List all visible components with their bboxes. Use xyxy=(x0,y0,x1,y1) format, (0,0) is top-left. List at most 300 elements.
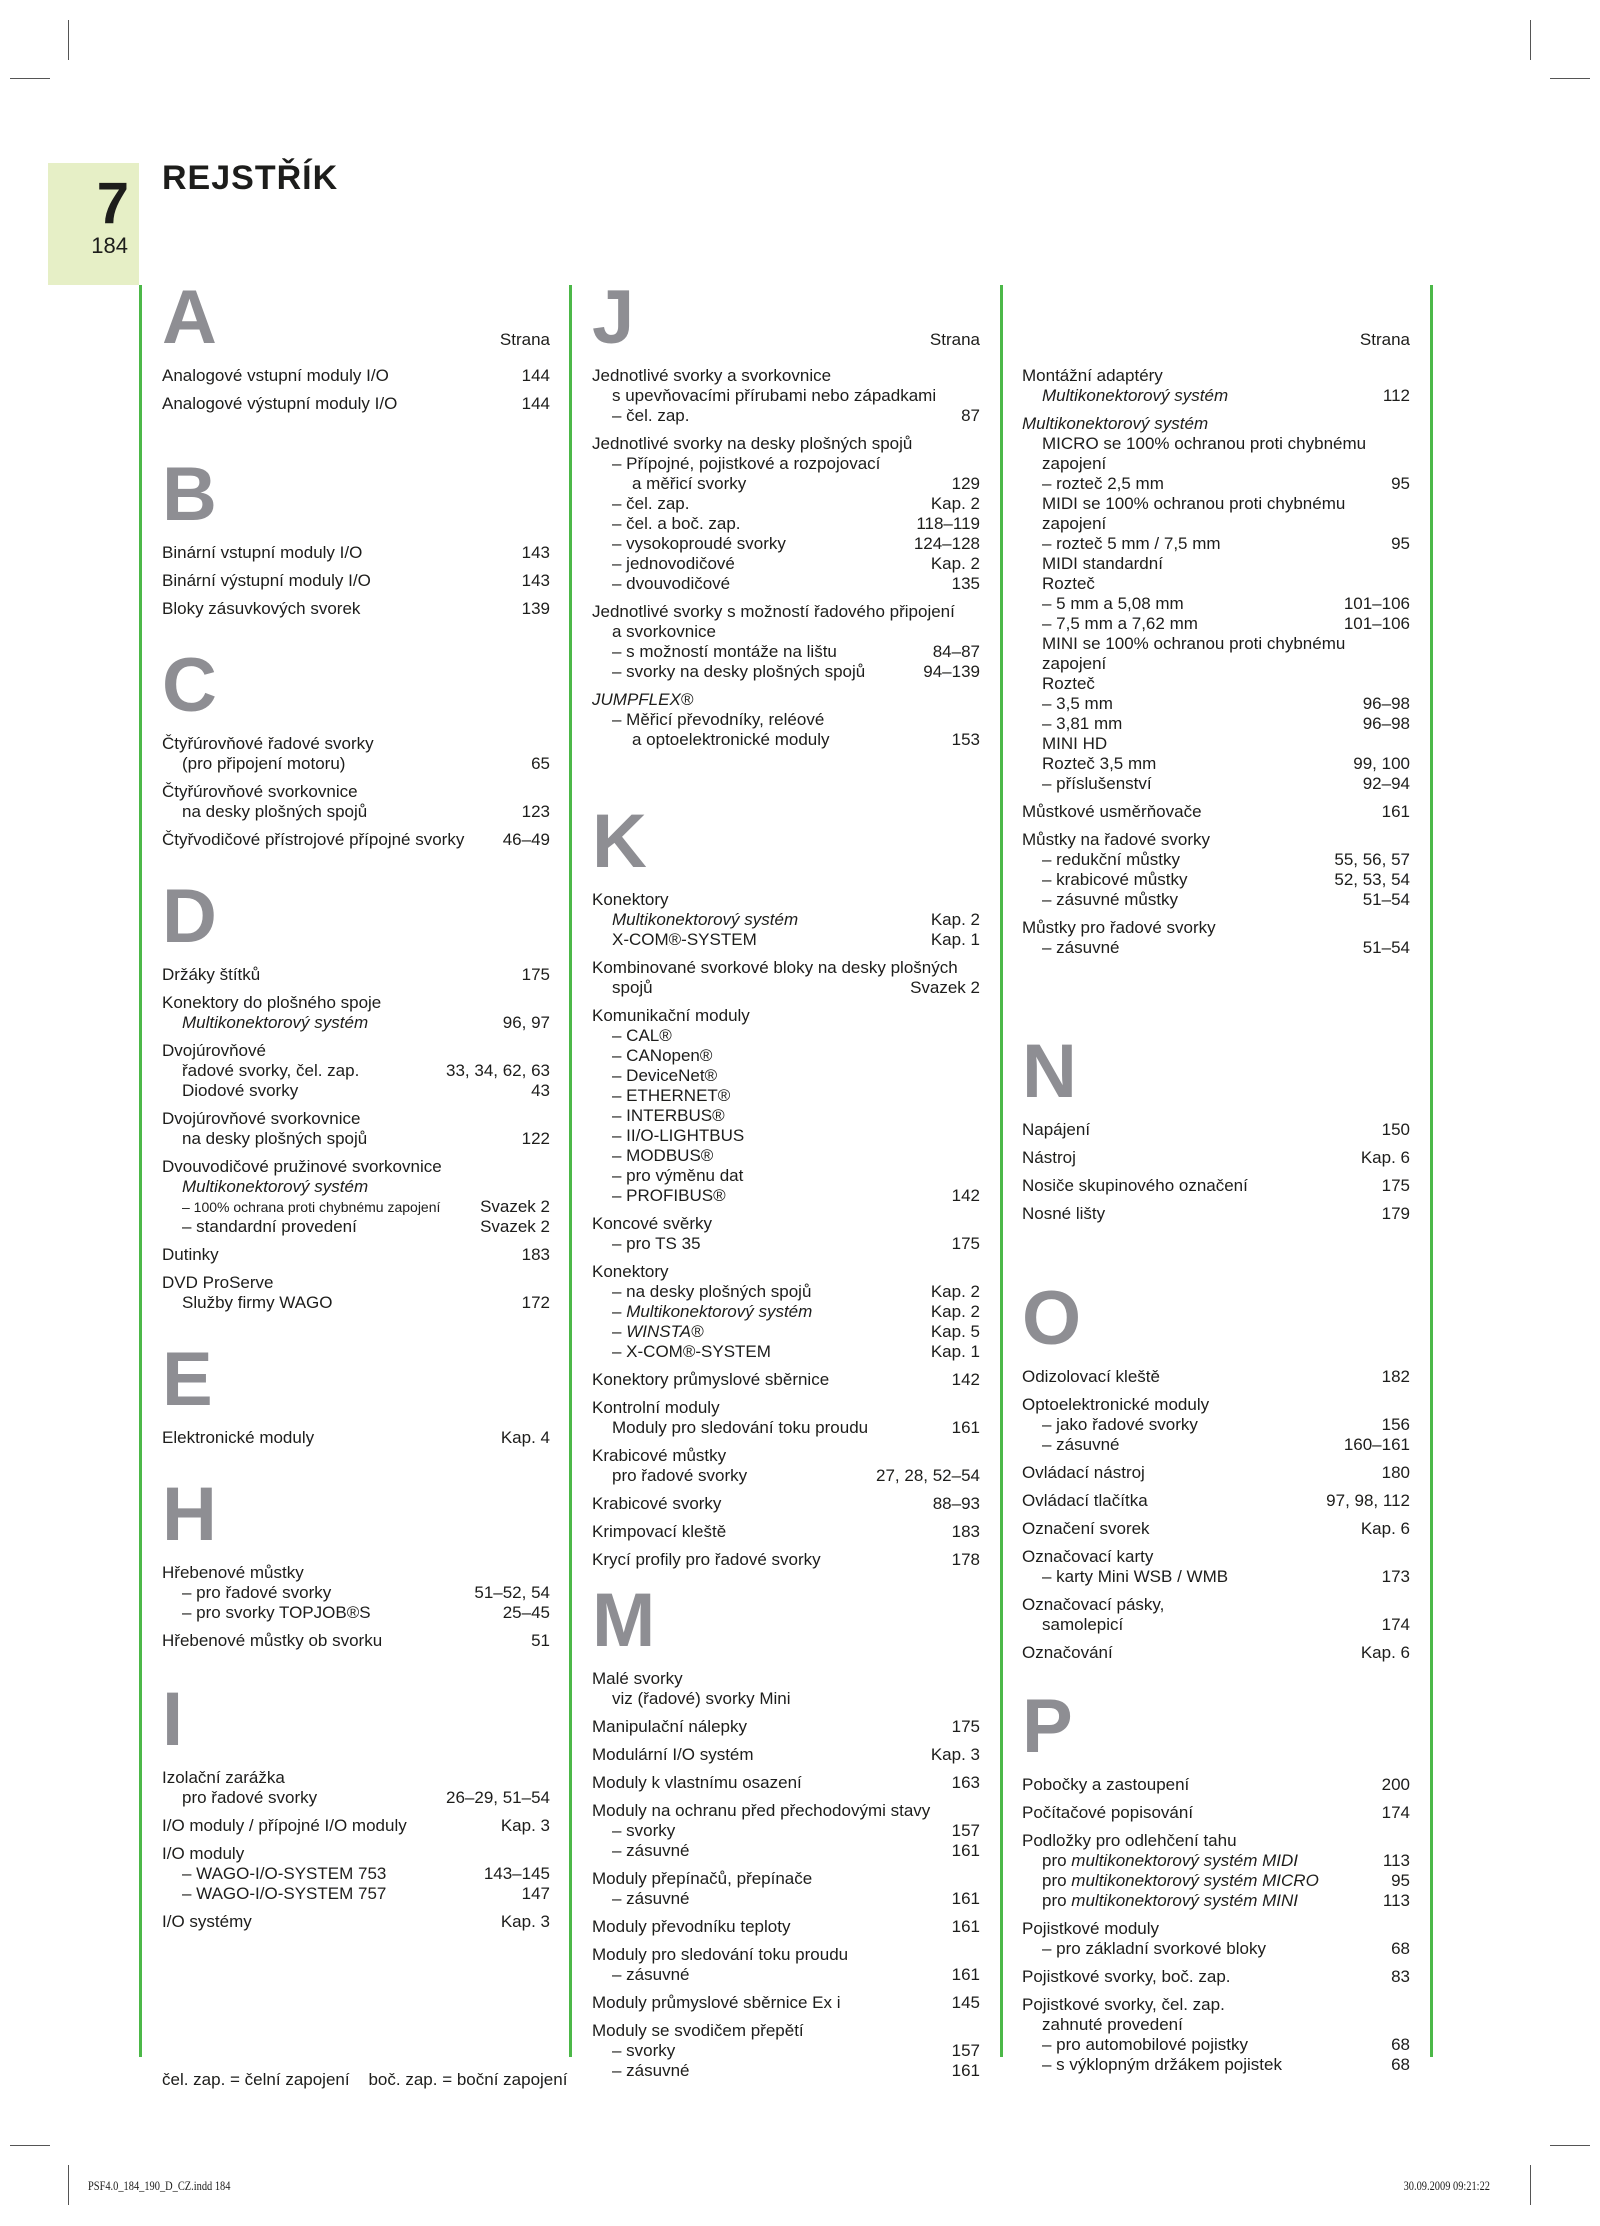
entry-text xyxy=(1022,1395,1209,1415)
entry-term: Komunikační moduly xyxy=(592,1006,750,1025)
entry-term: Dvojúrovňové svorkovnice xyxy=(162,1109,361,1128)
entry-text xyxy=(612,1066,717,1086)
index-line xyxy=(592,2041,980,2061)
crop-mark xyxy=(1530,20,1531,60)
crop-mark xyxy=(1550,2145,1590,2146)
entry-term: Rozteč 3,5 mm xyxy=(1042,754,1157,773)
index-line xyxy=(162,1245,550,1265)
entry-term: Moduly pro sledování toku proudu xyxy=(612,1418,869,1437)
index-line xyxy=(162,1816,550,1836)
index-line xyxy=(1022,1176,1410,1196)
column-divider xyxy=(569,285,572,2057)
entry-text xyxy=(162,394,397,414)
entry-term: – zásuvné xyxy=(612,1965,690,1984)
entry-term: pro xyxy=(1042,1871,1072,1890)
entry-text xyxy=(1022,1463,1145,1483)
entry-term: Kontrolní moduly xyxy=(592,1398,720,1417)
section-letter: M xyxy=(592,1578,656,1663)
entry-text xyxy=(1022,1643,1113,1663)
index-line xyxy=(1022,1803,1410,1823)
entry-text xyxy=(1022,1367,1160,1387)
index-section xyxy=(162,275,550,422)
index-line xyxy=(592,1466,980,1486)
index-line xyxy=(592,1398,980,1418)
index-entry xyxy=(162,1844,550,1904)
page-reference: 182 xyxy=(1381,1367,1410,1386)
page-reference: 25–45 xyxy=(502,1603,550,1622)
index-section xyxy=(1022,1276,1410,1671)
page-reference: 161 xyxy=(951,1841,980,1860)
section-letter: H xyxy=(162,1472,217,1557)
section-letter: E xyxy=(162,1337,213,1422)
index-line xyxy=(162,802,550,822)
page-reference: 161 xyxy=(951,1965,980,1984)
page-reference: Kap. 2 xyxy=(930,494,980,513)
entry-text xyxy=(1022,1547,1153,1567)
entry-term: – na desky plošných spojů xyxy=(612,1282,812,1301)
index-line xyxy=(1022,1367,1410,1387)
index-line xyxy=(1022,1919,1410,1939)
entry-term: – jednovodičové xyxy=(612,554,735,573)
index-line xyxy=(162,394,550,414)
entry-text xyxy=(612,406,690,426)
index-line xyxy=(162,1157,550,1177)
index-line xyxy=(162,571,550,591)
index-line xyxy=(1022,830,1410,850)
entry-text xyxy=(632,730,830,750)
entry-term: Ovládací tlačítka xyxy=(1022,1491,1148,1510)
entry-text xyxy=(612,514,741,534)
index-line xyxy=(592,1186,980,1206)
index-entry xyxy=(592,690,980,750)
entry-term: – zásuvné xyxy=(612,1841,690,1860)
entry-text xyxy=(1042,754,1156,774)
entry-text xyxy=(1042,1851,1298,1871)
entry-term: Dutinky xyxy=(162,1245,219,1264)
entry-term: MINI se 100% ochranou proti chybnému xyxy=(1042,634,1346,653)
entry-text xyxy=(162,571,371,591)
entry-term: Hřebenové můstky ob svorku xyxy=(162,1631,383,1650)
entry-term: – xyxy=(612,1322,627,1341)
page-reference: 129 xyxy=(951,474,980,493)
index-entry xyxy=(162,571,550,591)
page-reference: 101–106 xyxy=(1343,614,1410,633)
index-entry xyxy=(1022,1995,1410,2075)
page-reference: 96, 97 xyxy=(502,1013,550,1032)
entry-term: – zásuvné xyxy=(612,2061,690,2080)
entry-text xyxy=(592,2021,804,2041)
entry-text xyxy=(162,1768,285,1788)
index-entry xyxy=(162,782,550,822)
entry-term: Krabicové svorky xyxy=(592,1494,722,1513)
index-section xyxy=(162,1337,550,1456)
entry-text xyxy=(612,386,936,406)
index-entry xyxy=(1022,1519,1410,1539)
page-reference: 95 xyxy=(1391,534,1410,553)
index-entry xyxy=(162,1428,550,1448)
entry-text xyxy=(1042,774,1152,794)
page-reference: 33, 34, 62, 63 xyxy=(446,1061,550,1080)
index-line xyxy=(592,1006,980,1026)
index-line xyxy=(162,1912,550,1932)
entry-term: – s výklopným držákem pojistek xyxy=(1042,2055,1282,2074)
entry-term: – čel. a boč. zap. xyxy=(612,514,741,533)
entry-text xyxy=(1022,1204,1105,1224)
page-reference: 173 xyxy=(1381,1567,1410,1586)
index-line xyxy=(592,602,980,622)
entry-term: – Měřicí převodníky, reléové xyxy=(612,710,825,729)
index-line xyxy=(162,754,550,774)
index-line xyxy=(1022,918,1410,938)
column-divider xyxy=(1000,285,1003,2057)
index-line xyxy=(592,1322,980,1342)
index-line xyxy=(162,1081,550,1101)
page-reference: 174 xyxy=(1381,1615,1410,1634)
entry-term: a optoelektronické moduly xyxy=(632,730,830,749)
entry-term: – jako řadové svorky xyxy=(1042,1415,1198,1434)
index-line xyxy=(592,1689,980,1709)
page-reference: Kap. 3 xyxy=(930,1745,980,1764)
index-line xyxy=(592,1234,980,1254)
entry-text xyxy=(1042,514,1106,534)
index-entry xyxy=(592,1006,980,1206)
entry-text xyxy=(592,1773,802,1793)
index-entry xyxy=(1022,1463,1410,1483)
entry-text xyxy=(1042,594,1184,614)
index-line xyxy=(1022,1567,1410,1587)
entry-text xyxy=(1042,1567,1228,1587)
entry-term: – 3,5 mm xyxy=(1042,694,1113,713)
entry-text xyxy=(592,1522,726,1542)
page-column-header: Strana xyxy=(499,330,550,349)
index-entry xyxy=(592,1494,980,1514)
index-line xyxy=(1022,1491,1410,1511)
index-line xyxy=(592,1342,980,1362)
page-reference: 95 xyxy=(1391,1871,1410,1890)
index-line xyxy=(592,406,980,426)
entry-term: Konektory průmyslové sběrnice xyxy=(592,1370,830,1389)
page-reference: Kap. 5 xyxy=(930,1322,980,1341)
page-reference: 200 xyxy=(1381,1775,1410,1794)
entry-text xyxy=(592,1669,683,1689)
entry-text xyxy=(1042,734,1107,754)
index-line xyxy=(592,1126,980,1146)
entry-term: Můstky pro řadové svorky xyxy=(1022,918,1216,937)
page-reference: 178 xyxy=(951,1550,980,1569)
index-entry xyxy=(1022,802,1410,822)
entry-text xyxy=(592,1801,930,1821)
index-line xyxy=(592,1046,980,1066)
entry-text xyxy=(1022,1995,1225,2015)
entry-term: Jednotlivé svorky a svorkovnice xyxy=(592,366,832,385)
entry-term: Konektory xyxy=(592,1262,669,1281)
index-line xyxy=(592,1086,980,1106)
entry-text xyxy=(592,1370,829,1390)
index-entry xyxy=(162,394,550,414)
entry-text xyxy=(592,1717,747,1737)
entry-term: – zásuvné můstky xyxy=(1042,890,1179,909)
index-section xyxy=(592,799,980,1578)
entry-term: – příslušenství xyxy=(1042,774,1152,793)
entry-term: Izolační zarážka xyxy=(162,1768,285,1787)
index-line xyxy=(592,554,980,574)
entry-term: – pro výměnu dat xyxy=(612,1166,744,1185)
entry-text xyxy=(162,965,260,985)
page-reference: 150 xyxy=(1381,1120,1410,1139)
entry-term: Moduly k vlastnímu osazení xyxy=(592,1773,802,1792)
page-reference: 84–87 xyxy=(932,642,980,661)
entry-text xyxy=(1022,366,1163,386)
index-entry xyxy=(162,1768,550,1808)
entry-term: Dvouvodičové pružinové svorkovnice xyxy=(162,1157,442,1176)
page-reference: 51–54 xyxy=(1362,890,1410,909)
entry-term: Pojistkové svorky, boč. zap. xyxy=(1022,1967,1231,1986)
entry-term: Analogové vstupní moduly I/O xyxy=(162,366,389,385)
entry-text xyxy=(612,1146,713,1166)
entry-term: – rozteč 5 mm / 7,5 mm xyxy=(1042,534,1221,553)
index-entry xyxy=(1022,414,1410,794)
index-line xyxy=(592,534,980,554)
page-reference: 147 xyxy=(521,1884,550,1903)
entry-term: a měřicí svorky xyxy=(632,474,747,493)
entry-term: na desky plošných spojů xyxy=(182,1129,368,1148)
entry-text xyxy=(1022,1803,1193,1823)
entry-text xyxy=(1042,870,1188,890)
entry-text xyxy=(1042,1615,1123,1635)
entry-text xyxy=(162,782,358,802)
entry-term: – Přípojné, pojistkové a rozpojovací xyxy=(612,454,881,473)
index-line xyxy=(592,366,980,386)
index-line xyxy=(162,1583,550,1603)
entry-term: I/O moduly xyxy=(162,1844,245,1863)
index-line xyxy=(1022,1415,1410,1435)
entry-text xyxy=(1042,434,1366,454)
page-reference: 175 xyxy=(521,965,550,984)
entry-text xyxy=(612,978,653,998)
page-reference: 55, 56, 57 xyxy=(1334,850,1410,869)
entry-term: Analogové výstupní moduly I/O xyxy=(162,394,398,413)
entry-text xyxy=(1022,1491,1148,1511)
entry-term-italic: Multikonektorový systém xyxy=(612,910,799,929)
page-reference: Kap. 3 xyxy=(500,1816,550,1835)
entry-text xyxy=(182,1293,333,1313)
entry-term: Jednotlivé svorky na desky plošných spojů xyxy=(592,434,913,453)
page-reference: 99, 100 xyxy=(1353,754,1410,773)
page-reference: 94–139 xyxy=(923,662,980,681)
page-reference: 51–54 xyxy=(1362,938,1410,957)
entry-term: Elektronické moduly xyxy=(162,1428,315,1447)
index-line xyxy=(592,1669,980,1689)
index-line xyxy=(162,543,550,563)
entry-term: Rozteč xyxy=(1042,674,1095,693)
index-line xyxy=(1022,1595,1410,1615)
index-entry xyxy=(592,366,980,426)
index-entry xyxy=(162,1273,550,1313)
index-line xyxy=(1022,654,1410,674)
page-reference: 157 xyxy=(951,2041,980,2060)
index-line xyxy=(1022,614,1410,634)
entry-text xyxy=(182,1217,357,1237)
index-line xyxy=(592,1841,980,1861)
page-reference: 101–106 xyxy=(1343,594,1410,613)
index-line xyxy=(162,1864,550,1884)
section-letter: N xyxy=(1022,1029,1077,1114)
index-line xyxy=(592,1066,980,1086)
index-line xyxy=(162,1177,550,1197)
entry-text xyxy=(612,1166,743,1186)
entry-term: – zásuvné xyxy=(612,1889,690,1908)
index-line xyxy=(592,1717,980,1737)
index-line xyxy=(592,574,980,594)
entry-text xyxy=(162,734,374,754)
page-reference: 174 xyxy=(1381,1803,1410,1822)
index-entry xyxy=(1022,1775,1410,1795)
page-reference: Kap. 2 xyxy=(930,910,980,929)
index-line xyxy=(1022,634,1410,654)
entry-term: MINI HD xyxy=(1042,734,1108,753)
entry-term: Odizolovací kleště xyxy=(1022,1367,1160,1386)
entry-term: – MODBUS® xyxy=(612,1146,714,1165)
entry-text xyxy=(1022,1967,1231,1987)
page-reference: 144 xyxy=(521,394,550,413)
index-entry xyxy=(592,1669,980,1709)
page-reference: 175 xyxy=(951,1234,980,1253)
entry-term: – PROFIBUS® xyxy=(612,1186,726,1205)
entry-text xyxy=(1042,494,1345,514)
entry-text xyxy=(612,710,824,730)
index-line xyxy=(162,366,550,386)
entry-term: Diodové svorky xyxy=(182,1081,299,1100)
page-reference: Kap. 2 xyxy=(930,554,980,573)
index-line xyxy=(1022,514,1410,534)
index-line xyxy=(1022,554,1410,574)
entry-term: Nosné lišty xyxy=(1022,1204,1106,1223)
entry-term: – čel. zap. xyxy=(612,494,690,513)
entry-text xyxy=(612,1466,747,1486)
page-reference: 175 xyxy=(1381,1176,1410,1195)
page-reference: 87 xyxy=(961,406,980,425)
entry-text xyxy=(612,1186,726,1206)
index-entry xyxy=(162,366,550,386)
index-line xyxy=(592,1166,980,1186)
entry-term: Označovací karty xyxy=(1022,1547,1154,1566)
index-line xyxy=(1022,1615,1410,1635)
entry-term: – 3,81 mm xyxy=(1042,714,1123,733)
entry-term: Napájení xyxy=(1022,1120,1091,1139)
entry-text xyxy=(162,1273,273,1293)
entry-term: Moduly na ochranu před přechodovými stavy xyxy=(592,1801,931,1820)
index-line xyxy=(1022,1891,1410,1911)
entry-text xyxy=(182,1013,368,1033)
entry-term: Moduly převodníku teploty xyxy=(592,1917,791,1936)
entry-term: a svorkovnice xyxy=(612,622,716,641)
index-line xyxy=(592,386,980,406)
entry-term: MICRO se 100% ochranou proti chybnému xyxy=(1042,434,1367,453)
entry-text xyxy=(182,1864,386,1884)
entry-text xyxy=(612,1046,712,1066)
page-reference: 163 xyxy=(951,1773,980,1792)
index-line xyxy=(1022,434,1410,454)
index-entry xyxy=(162,1912,550,1932)
entry-text xyxy=(162,1816,407,1836)
page-reference: 142 xyxy=(951,1186,980,1205)
page-reference: 68 xyxy=(1391,1939,1410,1958)
entry-text xyxy=(592,1745,754,1765)
index-entry xyxy=(162,734,550,774)
index-line xyxy=(162,1603,550,1623)
entry-text xyxy=(162,366,389,386)
entry-term: – vysokoproudé svorky xyxy=(612,534,786,553)
entry-text xyxy=(612,622,716,642)
entry-text xyxy=(592,1262,669,1282)
column-divider xyxy=(139,285,142,2057)
entry-term: – pro řadové svorky xyxy=(182,1583,332,1602)
index-section xyxy=(162,1472,550,1659)
page-reference: 113 xyxy=(1382,1851,1410,1870)
index-line xyxy=(1022,474,1410,494)
entry-text xyxy=(612,1026,672,1046)
index-line xyxy=(162,1109,550,1129)
index-line xyxy=(592,2021,980,2041)
entry-term: Podložky pro odlehčení tahu xyxy=(1022,1831,1237,1850)
index-section xyxy=(162,874,550,1321)
entry-text xyxy=(182,1081,298,1101)
entry-term: Pojistkové svorky, čel. zap. xyxy=(1022,1995,1225,2014)
index-line xyxy=(1022,2055,1410,2075)
index-line xyxy=(592,1745,980,1765)
index-line xyxy=(592,494,980,514)
page-reference: 122 xyxy=(521,1129,550,1148)
index-entry xyxy=(592,1993,980,2013)
page-reference: 124–128 xyxy=(913,534,980,553)
page-reference: 183 xyxy=(951,1522,980,1541)
page-reference: 96–98 xyxy=(1362,714,1410,733)
index-entry xyxy=(162,543,550,563)
entry-text xyxy=(182,1061,359,1081)
page-reference: 68 xyxy=(1391,2055,1410,2074)
section-letter: P xyxy=(1022,1684,1073,1769)
entry-text xyxy=(162,1912,252,1932)
index-line xyxy=(592,1214,980,1234)
entry-term: Konektory xyxy=(592,890,669,909)
page-reference: Svazek 2 xyxy=(480,1217,550,1236)
entry-term: Kombinované svorkové bloky na desky plošných xyxy=(592,958,958,977)
entry-term-italic: WINSTA® xyxy=(626,1322,704,1341)
entry-text xyxy=(1042,938,1120,958)
entry-text xyxy=(1022,1120,1090,1140)
index-entry xyxy=(162,830,550,850)
index-line xyxy=(592,730,980,750)
index-line xyxy=(1022,1851,1410,1871)
entry-term: Služby firmy WAGO xyxy=(182,1293,333,1312)
entry-text xyxy=(182,1884,386,1904)
entry-term: Krabicové můstky xyxy=(592,1446,727,1465)
entry-text xyxy=(1022,918,1216,938)
entry-text xyxy=(612,1086,730,1106)
entry-term: – dvouvodičové xyxy=(612,574,731,593)
index-line xyxy=(592,1993,980,2013)
section-letter: J xyxy=(592,275,635,360)
entry-text xyxy=(162,1041,266,1061)
entry-text xyxy=(592,1993,840,2013)
entry-term: – X-COM®-SYSTEM xyxy=(612,1342,771,1361)
index-line xyxy=(592,1869,980,1889)
index-entry xyxy=(162,993,550,1033)
index-entry xyxy=(1022,1595,1410,1635)
index-line xyxy=(1022,1995,1410,2015)
page-column-header: Strana xyxy=(929,330,980,349)
entry-text xyxy=(1022,1176,1248,1196)
